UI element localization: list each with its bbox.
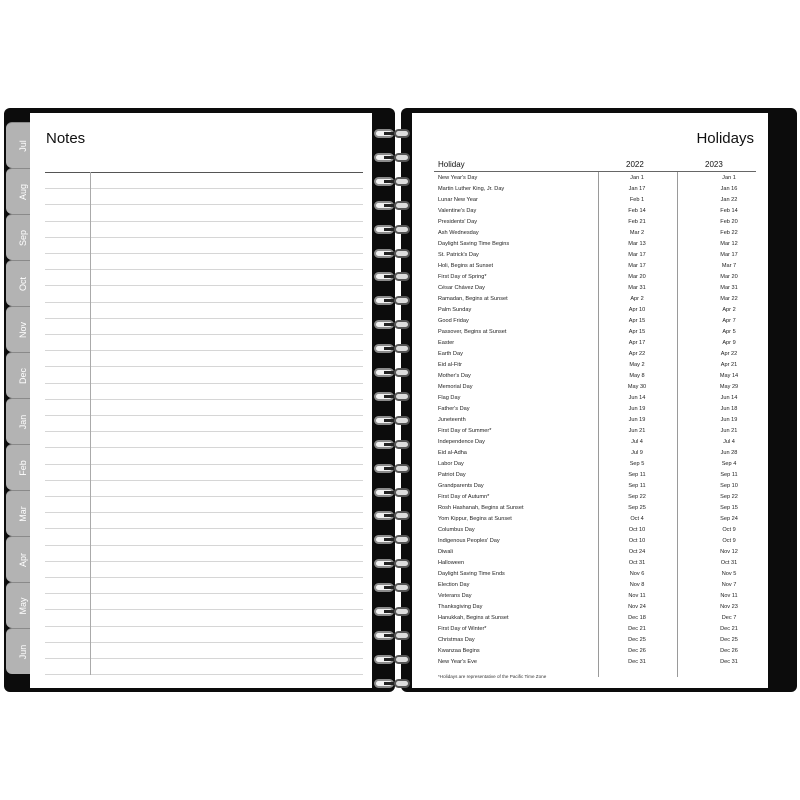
date-2022: Sep 11 [628,483,646,489]
table-row [438,558,756,569]
holiday-name: New Year's Day [438,175,478,181]
holiday-name: Presidents' Day [438,219,477,225]
spiral-coil [370,652,414,669]
ruled-line [45,285,363,286]
table-row [438,228,756,239]
date-2023: Jun 21 [720,428,738,434]
spiral-coil [370,365,414,382]
date-2023: Sep 4 [721,461,737,467]
date-2022: Apr 10 [628,307,646,313]
table-row [438,426,756,437]
table-row [438,657,756,668]
tab-label: Feb [18,460,28,476]
date-2022: Oct 4 [630,516,644,522]
date-2023: Nov 23 [720,604,738,610]
date-2023: Jul 4 [723,439,735,445]
holiday-name: Hanukkah, Begins at Sunset [438,615,509,621]
table-row [438,624,756,635]
table-row [438,404,756,415]
tab-label: Sep [18,229,28,247]
date-2022: Oct 24 [628,549,646,555]
table-row [438,481,756,492]
date-2023: Apr 5 [722,329,736,335]
ruled-line [45,593,363,594]
ruled-line [45,221,363,222]
table-row [438,492,756,503]
table-row [438,393,756,404]
date-2023: Nov 5 [721,571,737,577]
date-2023: Feb 14 [720,208,738,214]
date-2023: Apr 2 [722,307,736,313]
date-2023: Jun 14 [720,395,738,401]
tab-label: May [18,597,28,615]
notes-page [30,113,372,688]
holiday-name: Eid al-Adha [438,450,467,456]
ruled-line [45,237,363,238]
spiral-coil [370,485,414,502]
ruled-line [45,464,363,465]
ruled-line [45,188,363,189]
holiday-name: Daylight Saving Time Ends [438,571,505,577]
date-2022: Mar 17 [628,252,646,258]
ruled-line [45,302,363,303]
date-2023: Sep 15 [720,505,738,511]
table-row [438,217,756,228]
tab-label: Jun [18,644,28,660]
holiday-name: Patriot Day [438,472,466,478]
table-row [438,635,756,646]
table-row [438,349,756,360]
date-2022: Jun 14 [628,395,646,401]
date-2023: May 14 [719,373,739,379]
ruled-line [45,577,363,578]
ruled-line [45,561,363,562]
date-2023: Dec 21 [720,626,738,632]
date-2023: Apr 22 [720,351,738,357]
table-row [438,547,756,558]
table-row [438,173,756,184]
table-row [438,371,756,382]
date-2022: Nov 6 [629,571,645,577]
holiday-name: Martin Luther King, Jr. Day [438,186,505,192]
date-2023: Dec 25 [720,637,738,643]
tab-label: Jul [18,140,28,152]
table-row [438,272,756,283]
holiday-name: First Day of Winter* [438,626,487,632]
spiral-coil [370,628,414,645]
date-2023: Oct 9 [722,538,736,544]
ruled-line [45,431,363,432]
holiday-name: Lunar New Year [438,197,478,203]
date-2022: May 8 [629,373,645,379]
holiday-name: Indigenous Peoples' Day [438,538,500,544]
date-2023: Jan 22 [720,197,738,203]
ruled-line [45,447,363,448]
date-2023: Jun 28 [720,450,738,456]
date-2022: Feb 21 [628,219,646,225]
date-2022: Jan 1 [630,175,644,181]
holiday-name: Labor Day [438,461,464,467]
table-row [438,283,756,294]
year-2022-header: 2022 [626,160,644,169]
table-row [438,525,756,536]
table-row [438,536,756,547]
date-2023: Jan 1 [722,175,736,181]
holiday-name: Ash Wednesday [438,230,479,236]
date-2023: Feb 20 [720,219,738,225]
date-2023: Mar 17 [720,252,738,258]
ruled-line [45,334,363,335]
date-2022: Jun 19 [628,406,646,412]
date-2022: Mar 13 [628,241,646,247]
ruled-line [45,609,363,610]
date-2022: Sep 25 [628,505,646,511]
table-row [438,514,756,525]
holiday-name: Yom Kippur, Begins at Sunset [438,516,512,522]
date-2022: May 2 [629,362,645,368]
tab-label: Mar [18,506,28,522]
date-2023: Sep 22 [720,494,738,500]
holiday-name: Flag Day [438,395,461,401]
spiral-coil [370,317,414,334]
date-2023: Oct 31 [720,560,738,566]
date-2023: Nov 7 [721,582,737,588]
date-2023: Jan 16 [720,186,738,192]
holiday-name: Holi, Begins at Sunset [438,263,494,269]
spiral-coil [370,461,414,478]
holiday-column-header: Holiday [438,160,465,169]
date-2023: Dec 26 [720,648,738,654]
spiral-coil [370,532,414,549]
holiday-name: Veterans Day [438,593,472,599]
date-2022: Dec 21 [628,626,646,632]
spiral-coil [370,604,414,621]
table-row [438,437,756,448]
table-row [438,415,756,426]
holiday-name: Independence Day [438,439,485,445]
table-row [438,470,756,481]
holiday-name: St. Patrick's Day [438,252,479,258]
date-2023: Apr 21 [720,362,738,368]
holiday-name: Eid al-Fitr [438,362,462,368]
holiday-name: New Year's Eve [438,659,478,665]
date-2022: Dec 25 [628,637,646,643]
table-row [438,580,756,591]
table-row [438,613,756,624]
holidays-title: Holidays [696,130,754,147]
holiday-name: First Day of Spring* [438,274,487,280]
date-2022: Jun 19 [628,417,646,423]
table-row [438,591,756,602]
date-2022: Oct 10 [628,538,646,544]
table-row [438,305,756,316]
spiral-coil [370,508,414,525]
spiral-coil [370,676,414,693]
holiday-name: Thanksgiving Day [438,604,483,610]
date-2022: Jan 17 [628,186,646,192]
date-2023: Nov 12 [720,549,738,555]
ruled-line [45,642,363,643]
holiday-name: Earth Day [438,351,463,357]
table-row [438,327,756,338]
table-row [438,646,756,657]
date-2022: Oct 31 [628,560,646,566]
notes-title: Notes [46,130,86,147]
date-2023: Sep 10 [720,483,738,489]
holiday-name: First Day of Autumn* [438,494,490,500]
table-row [438,338,756,349]
ruled-line [45,528,363,529]
table-row [438,250,756,261]
date-2022: Nov 11 [628,593,646,599]
holiday-name: Halloween [438,560,465,566]
date-2023: Mar 7 [721,263,737,269]
table-row [438,448,756,459]
table-row [438,294,756,305]
spiral-coil [370,150,414,167]
holiday-name: Kwanzaa Begins [438,648,480,654]
table-row [438,569,756,580]
date-2022: Oct 10 [628,527,646,533]
date-2023: May 29 [719,384,739,390]
ruled-line [45,318,363,319]
holiday-name: First Day of Summer* [438,428,492,434]
date-2022: Mar 20 [628,274,646,280]
holiday-name: Daylight Saving Time Begins [438,241,510,247]
table-row [438,316,756,327]
ruled-line [45,496,363,497]
tab-label: Aug [18,183,28,201]
date-2022: Apr 2 [630,296,644,302]
spiral-coil [370,556,414,573]
holiday-name: Memorial Day [438,384,473,390]
date-2022: Dec 26 [628,648,646,654]
holidays-page [412,113,768,688]
date-2023: Apr 7 [722,318,736,324]
date-2022: Nov 24 [628,604,646,610]
holiday-name: Good Friday [438,318,469,324]
holiday-name: Easter [438,340,455,346]
table-row [438,360,756,371]
table-row [438,261,756,272]
table-row [438,195,756,206]
spiral-coil [370,580,414,597]
date-2022: Feb 1 [629,197,645,203]
ruled-line [45,626,363,627]
footnote: *Holidays are representative of the Pacific Time Zone [438,674,547,679]
tab-label: Apr [18,552,28,568]
date-2022: Mar 31 [628,285,646,291]
holiday-name: Father's Day [438,406,470,412]
spiral-coil [370,174,414,191]
spiral-coil [370,293,414,310]
date-2023: Mar 22 [720,296,738,302]
spiral-coil [370,222,414,239]
date-2022: Sep 22 [628,494,646,500]
holiday-name: Valentine's Day [438,208,477,214]
tab-label: Nov [18,321,28,339]
date-2022: May 30 [627,384,647,390]
tab-label: Dec [18,367,28,385]
date-2023: Mar 31 [720,285,738,291]
spiral-binding [370,120,414,690]
date-2023: Feb 22 [720,230,738,236]
spiral-coil [370,198,414,215]
ruled-line [45,253,363,254]
holiday-name: Columbus Day [438,527,475,533]
holiday-name: Passover, Begins at Sunset [438,329,507,335]
date-2023: Jun 19 [720,417,738,423]
year-2023-header: 2023 [705,160,723,169]
holiday-name: Juneteenth [438,417,466,423]
spiral-coil [370,413,414,430]
ruled-line [45,366,363,367]
holiday-name: Diwali [438,549,453,555]
date-2023: Sep 24 [720,516,738,522]
holiday-name: Ramadan, Begins at Sunset [438,296,508,302]
ruled-line [45,350,363,351]
date-2022: Sep 11 [628,472,646,478]
date-2022: Nov 8 [629,582,645,588]
date-2022: Apr 17 [628,340,646,346]
ruled-line [45,658,363,659]
date-2022: Jul 9 [631,450,643,456]
table-row [438,459,756,470]
ruled-line [45,383,363,384]
holiday-name: Christmas Day [438,637,475,643]
holiday-name: Rosh Hashanah, Begins at Sunset [438,505,524,511]
table-row [438,602,756,613]
spiral-coil [370,126,414,143]
ruled-line [45,512,363,513]
header-rule [434,171,756,172]
date-2023: Nov 11 [720,593,738,599]
date-2022: Mar 2 [629,230,645,236]
date-2022: Feb 14 [628,208,646,214]
date-2023: Mar 20 [720,274,738,280]
holiday-name: Election Day [438,582,470,588]
table-row [438,184,756,195]
spiral-coil [370,341,414,358]
date-2023: Mar 12 [720,241,738,247]
date-2022: Apr 22 [628,351,646,357]
holiday-name: César Chávez Day [438,285,485,291]
ruled-line [45,172,363,173]
date-2023: Sep 11 [720,472,738,478]
ruled-line [45,269,363,270]
date-2022: Mar 17 [628,263,646,269]
date-2022: Apr 15 [628,329,646,335]
holiday-name: Mother's Day [438,373,471,379]
notes-margin-line [90,172,91,675]
date-2023: Dec 7 [721,615,737,621]
ruled-line [45,674,363,675]
ruled-line [45,415,363,416]
spiral-coil [370,389,414,406]
date-2022: Dec 18 [628,615,646,621]
date-2023: Jun 18 [720,406,738,412]
ruled-line [45,399,363,400]
spiral-coil [370,437,414,454]
date-2022: Apr 15 [628,318,646,324]
table-row [438,206,756,217]
date-2022: Sep 5 [629,461,645,467]
date-2022: Jun 21 [628,428,646,434]
table-row [438,503,756,514]
spiral-coil [370,246,414,263]
date-2023: Oct 9 [722,527,736,533]
spiral-coil [370,269,414,286]
holiday-name: Grandparents Day [438,483,484,489]
date-2022: Dec 31 [628,659,646,665]
ruled-line [45,545,363,546]
date-2023: Apr 9 [722,340,736,346]
tab-label: Oct [18,276,28,292]
tab-label: Jan [18,414,28,430]
table-row [438,239,756,250]
holiday-name: Palm Sunday [438,307,472,313]
ruled-line [45,204,363,205]
ruled-line [45,480,363,481]
table-row [438,382,756,393]
date-2023: Dec 31 [720,659,738,665]
date-2022: Jul 4 [631,439,643,445]
